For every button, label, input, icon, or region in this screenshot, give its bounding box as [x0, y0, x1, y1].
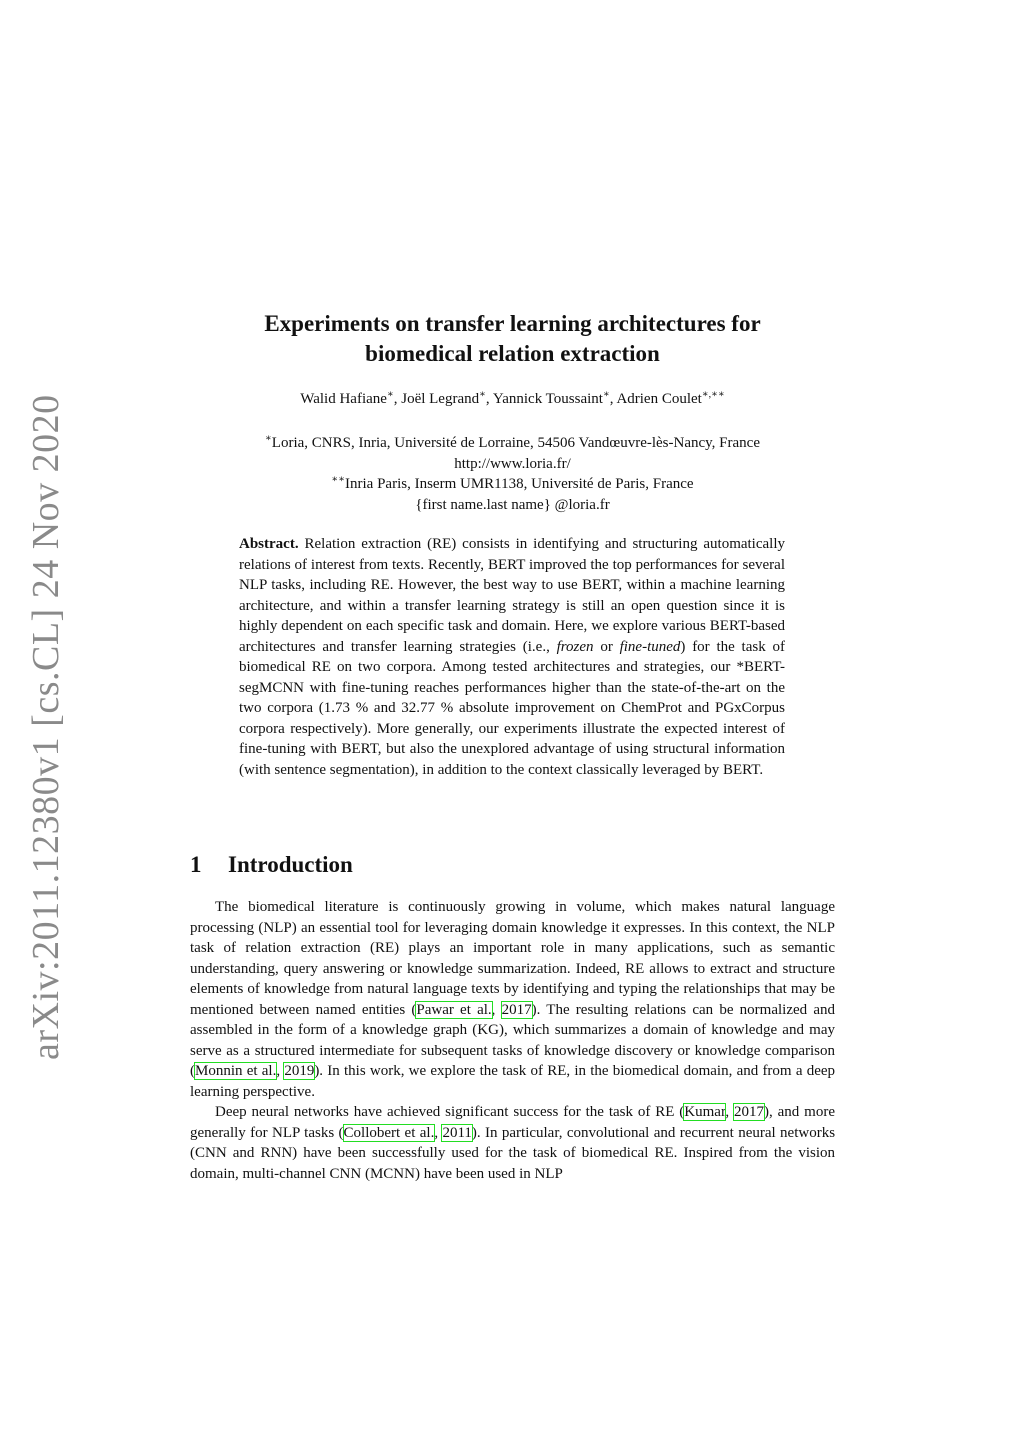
paper-title-line-1: Experiments on transfer learning architectures for: [264, 311, 761, 336]
author-name: Joël Legrand: [401, 391, 480, 407]
paragraph: The biomedical literature is continuously growing in volume, which makes natural language processing (NLP) an essential tool for leveraging domain knowledge it expresses. In this context, the NLP task of relation extraction (RE) plays an important role in many applications, such as semantic understanding, query answering or knowledge summarization. Indeed, RE allows to extract and structure elements of knowledge from natural language texts by identifying and typing the relationships that may be mentioned between named entities (Pawar et al., 2017). The resulting relations can be normalized and assembled in the form of a knowledge graph (KG), which summarizes a domain of knowledge and may serve as a structured intermediate for subsequent tasks of knowledge discovery or knowledge comparison (Monnin et al., 2019). In this work, we explore the task of RE, in the biomedical domain, and from a deep learning perspective.: [190, 899, 836, 1100]
author-separator: ,: [609, 391, 617, 407]
affiliation-mark: ∗: [265, 433, 272, 444]
author-list: [190, 389, 835, 409]
citation-link-collobert[interactable]: Collobert et al.: [343, 1124, 435, 1141]
author-affiliation-mark: ∗: [386, 389, 394, 400]
author-affiliation-mark: ∗: [602, 389, 610, 400]
citation-link-kumar-year[interactable]: 2017: [734, 1104, 764, 1120]
arxiv-identifier: arXiv:2011.12380v1 [cs.CL] 24 Nov 2020: [25, 394, 67, 1060]
citation-link-collobert-year[interactable]: 2011: [442, 1124, 472, 1141]
affiliation-loria: [190, 433, 835, 454]
paper-title: [190, 309, 835, 369]
affiliation-inria: [190, 474, 835, 495]
paper-title-line-2: biomedical relation extraction: [365, 341, 660, 366]
author-email: {first name.last name} @loria.fr: [415, 496, 610, 513]
author-affiliation-mark: ∗,∗∗: [701, 389, 725, 400]
citation-link-pawar-year[interactable]: 2017: [501, 1001, 532, 1018]
affiliation-mark: ∗∗: [331, 474, 346, 485]
abstract-emphasis-frozen: frozen: [556, 638, 594, 655]
affiliations: [190, 433, 835, 515]
abstract-label: Abstract.: [239, 536, 299, 552]
paragraph-text: ). The resulting relations can be normalized and assembled in the form of a knowledge graph (KG), which summarizes a domain of knowledge and may serve as a structured intermediate for subsequent tasks of knowledge discovery or knowledge comparison (: [190, 1001, 836, 1079]
citation-link-monnin-year[interactable]: 2019: [284, 1063, 315, 1079]
paragraph-text: ), and more generally for NLP tasks (: [190, 1104, 835, 1141]
author-separator: ,: [485, 391, 493, 407]
section-number: 1: [190, 852, 202, 877]
abstract-text-2: or: [593, 638, 620, 655]
author-separator: ,: [393, 391, 402, 407]
affiliation-url[interactable]: http://www.loria.fr/: [454, 455, 571, 472]
author-name: Walid Hafiane: [300, 391, 387, 407]
paragraph-text: Deep neural networks have achieved significant success for the task of RE (: [215, 1104, 685, 1120]
affiliation-inria-text: Inria Paris, Inserm UMR1138, Université de Paris, France: [345, 476, 694, 492]
affiliation-loria-text: Loria, CNRS, Inria, Université de Lorraine, 54506 Vandœuvre-lès-Nancy, France: [271, 435, 760, 451]
author-name: Yannick Toussaint: [492, 391, 603, 407]
abstract-text-1: Relation extraction (RE) consists in identifying and structuring automatically relations of interest from texts. Recently, BERT improved the top performances for several NLP tasks, including RE. However, the best way to use BERT, within a machine learning architecture, and within a transfer learning strategy is still an open question since it is highly dependent on each specific task and domain. Here, we explore various BERT-based architectures and transfer learning strategies (i.e.,: [239, 536, 786, 655]
abstract-text-3: ) for the task of biomedical RE on two corpora. Among tested architectures and strategies, our *BERT-segMCNN with fine-tuning reaches performances higher than the state-of-the-art on the two corpora (1.73 % and 32.77 % absolute improvement on ChemProt and PGxCorpus corpora respectively). More generally, our experiments illustrate the expected interest of fine-tuning with BERT, but also the unexplored advantage of using structural information (with sentence segmentation), in addition to the context classically leveraged by BERT.: [239, 638, 785, 778]
abstract-emphasis-fine-tuned: fine-tuned: [619, 638, 681, 655]
section-heading-introduction: [190, 852, 353, 878]
citation-link-pawar[interactable]: Pawar et al.: [416, 1001, 492, 1018]
citation-link-monnin[interactable]: Monnin et al.: [195, 1063, 277, 1079]
introduction-body: [190, 897, 835, 1184]
paragraph-text: ). In this work, we explore the task of RE, in the biomedical domain, and from a deep learning perspective.: [190, 1063, 836, 1100]
abstract: [239, 534, 785, 780]
paragraph-text: ). In particular, convolutional and recurrent neural networks (CNN and RNN) have been successfully used for the task of biomedical RE. Inspired from the vision domain, multi-channel CNN (MCNN) have been used in NLP: [190, 1124, 836, 1182]
citation-link-kumar[interactable]: Kumar: [684, 1104, 726, 1120]
author-affiliation-mark: ∗: [479, 389, 486, 400]
paragraph-text: The biomedical literature is continuously growing in volume, which makes natural language processing (NLP) an essential tool for leveraging domain knowledge it expresses. In this context, the NLP task of relation extraction (RE) plays an important role in many applications, such as semantic understanding, query answering or knowledge summarization. Indeed, RE allows to extract and structure elements of knowledge from natural language texts by identifying and typing the relationships that may be mentioned between named entities (: [190, 899, 835, 1018]
author-name: Adrien Coulet: [616, 391, 702, 407]
section-title: Introduction: [228, 852, 353, 877]
paragraph: Deep neural networks have achieved significant success for the task of RE (Kumar, 2017), and more generally for NLP tasks (Collobert et al., 2011). In particular, convolutional and recurrent neural networks (CNN and RNN) have been successfully used for the task of biomedical RE. Inspired from the vision domain, multi-channel CNN (MCNN) have been used in NLP: [190, 1104, 836, 1182]
